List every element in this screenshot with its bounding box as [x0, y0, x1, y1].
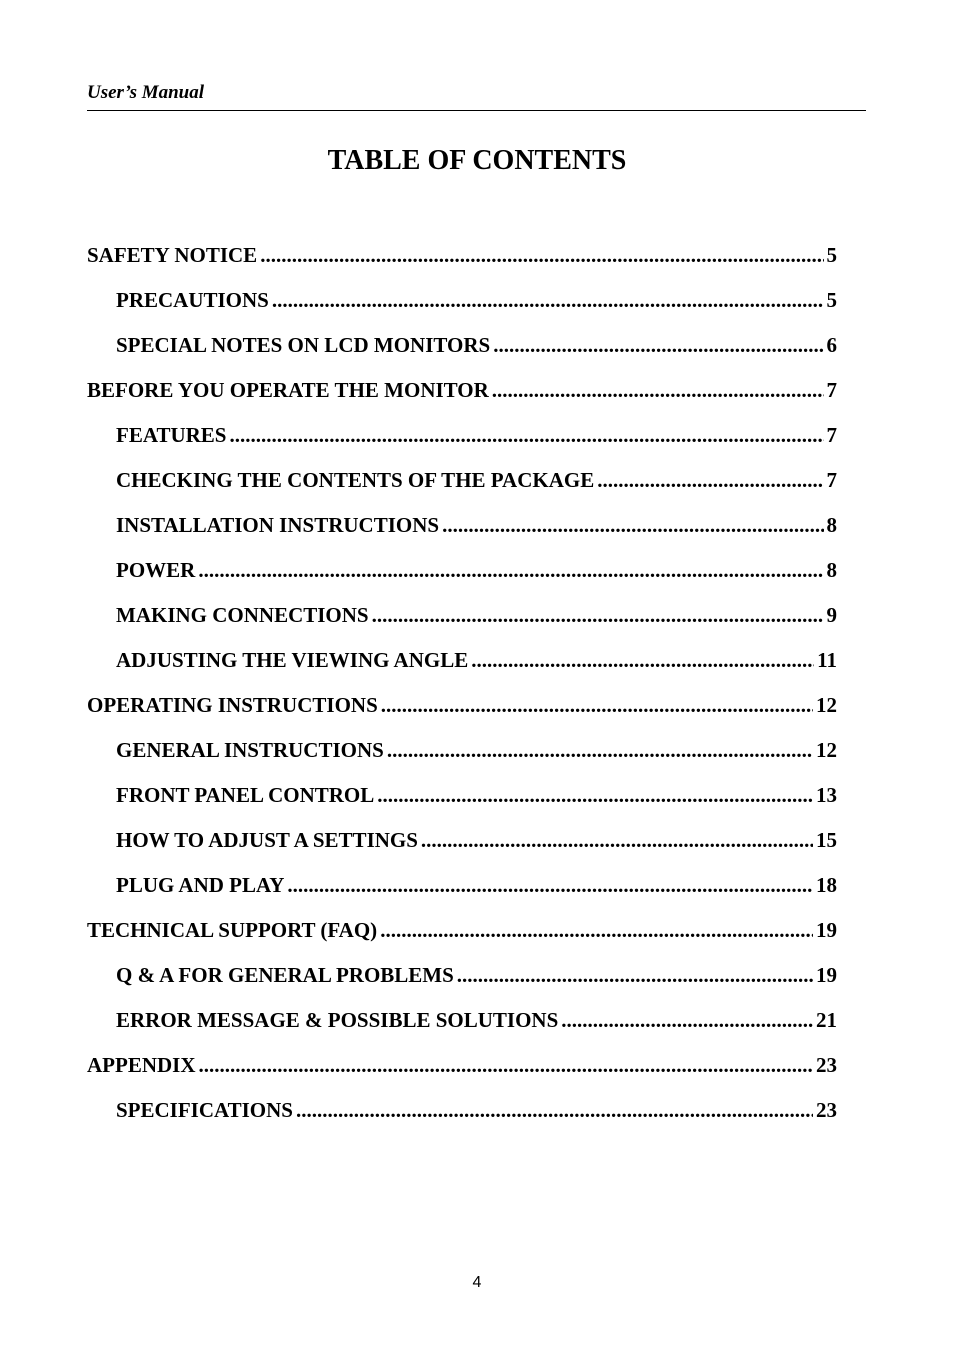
- toc-entry-page: 9: [826, 603, 837, 627]
- toc-entry-label: SAFETY NOTICE: [87, 243, 258, 267]
- toc-dot-leader: [199, 1050, 814, 1080]
- toc-entry-page: 8: [826, 513, 837, 537]
- toc-entry-page: 13: [816, 783, 837, 807]
- toc-dot-leader: [229, 420, 823, 450]
- toc-dot-leader: [260, 240, 823, 270]
- toc-entry[interactable]: [87, 1095, 837, 1140]
- toc-entry-label: TECHNICAL SUPPORT (FAQ): [87, 918, 378, 942]
- toc-entry-label: HOW TO ADJUST A SETTINGS: [116, 828, 418, 852]
- toc-entry[interactable]: [87, 240, 837, 285]
- running-header: [87, 81, 866, 111]
- toc-entry-label: APPENDIX: [87, 1053, 196, 1077]
- toc-entry-page: 19: [816, 918, 837, 942]
- toc-entry[interactable]: [87, 285, 837, 330]
- toc-entry[interactable]: [87, 465, 837, 510]
- toc-entry-label: Q & A FOR GENERAL PROBLEMS: [116, 963, 454, 987]
- page-number: 4: [472, 1274, 482, 1291]
- toc-dot-leader: [387, 735, 813, 765]
- toc-entry-label: FRONT PANEL CONTROL: [116, 783, 375, 807]
- page-title: TABLE OF CONTENTS: [327, 145, 627, 176]
- toc-entry-label: SPECIFICATIONS: [116, 1098, 293, 1122]
- toc-entry[interactable]: [87, 330, 837, 375]
- toc-entry[interactable]: [87, 870, 837, 915]
- toc-dot-leader: [372, 600, 824, 630]
- toc-entry-page: 18: [816, 873, 837, 897]
- toc-entry-label: PRECAUTIONS: [116, 288, 269, 312]
- toc-dot-leader: [597, 465, 823, 495]
- toc-entry[interactable]: [87, 600, 837, 645]
- toc-entry-label: PLUG AND PLAY: [116, 873, 285, 897]
- toc-entry-page: 15: [816, 828, 837, 852]
- toc-entry-page: 7: [826, 378, 837, 402]
- toc-entry[interactable]: [87, 1050, 837, 1095]
- toc-entry[interactable]: [87, 645, 837, 690]
- toc-entry[interactable]: [87, 375, 837, 420]
- toc-dot-leader: [492, 375, 824, 405]
- toc-entry-label: GENERAL INSTRUCTIONS: [116, 738, 384, 762]
- toc-dot-leader: [287, 870, 813, 900]
- toc-entry[interactable]: [87, 555, 837, 600]
- header-title: User’s Manual: [87, 82, 205, 103]
- toc-dot-leader: [198, 555, 823, 585]
- toc-dot-leader: [561, 1005, 813, 1035]
- toc-dot-leader: [421, 825, 813, 855]
- toc-entry-label: ERROR MESSAGE & POSSIBLE SOLUTIONS: [116, 1008, 559, 1032]
- toc-entry-page: 6: [826, 333, 837, 357]
- toc-entry[interactable]: [87, 1005, 837, 1050]
- toc-entry-page: 19: [816, 963, 837, 987]
- toc-entry-label: OPERATING INSTRUCTIONS: [87, 693, 378, 717]
- toc-entry-page: 11: [817, 648, 837, 672]
- toc-entry[interactable]: [87, 510, 837, 555]
- toc-entry-page: 12: [816, 693, 837, 717]
- toc-entry[interactable]: [87, 690, 837, 735]
- toc-dot-leader: [471, 645, 814, 675]
- toc-entry-page: 5: [826, 288, 837, 312]
- toc-dot-leader: [296, 1095, 813, 1125]
- toc-dot-leader: [377, 780, 813, 810]
- toc-entry-page: 7: [826, 423, 837, 447]
- toc-entry[interactable]: [87, 420, 837, 465]
- toc-entry-page: 23: [816, 1098, 837, 1122]
- toc-entry-label: MAKING CONNECTIONS: [116, 603, 369, 627]
- toc-entry[interactable]: [87, 960, 837, 1005]
- toc-entry[interactable]: [87, 735, 837, 780]
- toc-entry-page: 8: [826, 558, 837, 582]
- table-of-contents: [87, 240, 837, 1140]
- toc-dot-leader: [442, 510, 823, 540]
- toc-entry-label: BEFORE YOU OPERATE THE MONITOR: [87, 378, 489, 402]
- toc-dot-leader: [381, 690, 813, 720]
- toc-entry-label: ADJUSTING THE VIEWING ANGLE: [116, 648, 469, 672]
- toc-entry-label: INSTALLATION INSTRUCTIONS: [116, 513, 440, 537]
- toc-dot-leader: [457, 960, 813, 990]
- toc-dot-leader: [380, 915, 813, 945]
- toc-entry[interactable]: [87, 825, 837, 870]
- toc-dot-leader: [493, 330, 823, 360]
- toc-dot-leader: [272, 285, 824, 315]
- toc-entry[interactable]: [87, 915, 837, 960]
- toc-entry-label: POWER: [116, 558, 196, 582]
- toc-entry-page: 5: [826, 243, 837, 267]
- toc-entry-page: 21: [816, 1008, 837, 1032]
- toc-entry-page: 7: [826, 468, 837, 492]
- toc-entry-page: 12: [816, 738, 837, 762]
- toc-entry-label: SPECIAL NOTES ON LCD MONITORS: [116, 333, 491, 357]
- toc-entry[interactable]: [87, 780, 837, 825]
- toc-entry-page: 23: [816, 1053, 837, 1077]
- toc-entry-label: FEATURES: [116, 423, 227, 447]
- toc-entry-label: CHECKING THE CONTENTS OF THE PACKAGE: [116, 468, 595, 492]
